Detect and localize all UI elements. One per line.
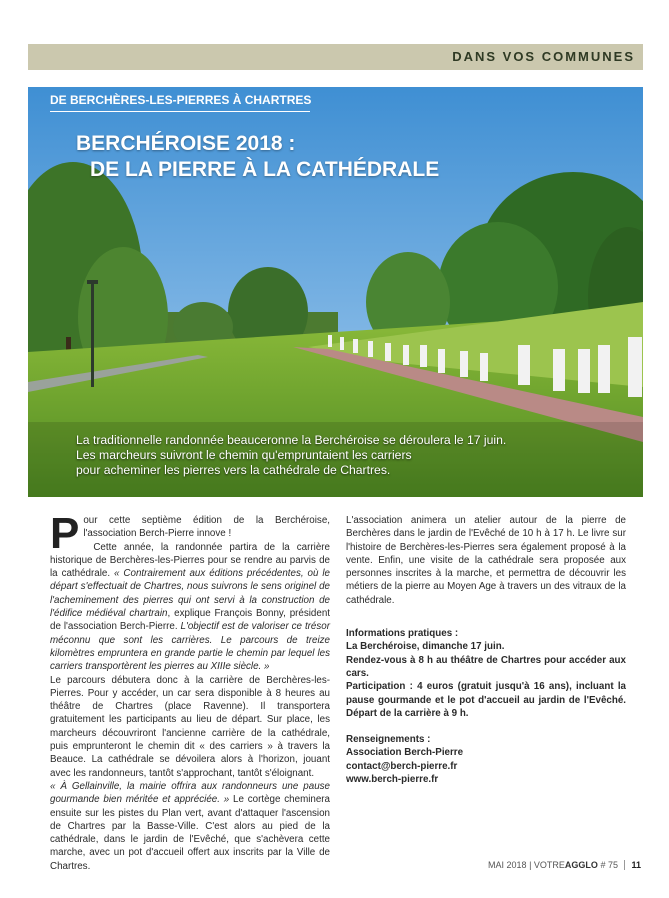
article-paragraph-3: Le parcours débutera donc à la carrière de Berchères-les-Pierres. Pour y accéder, un car sera disponible à 8 heures au théâtre de Chartres (place Ravenne). Il transportera gratuitement les participants au lieu de départ. Sur place, les marcheurs découvriront l'ancienne carrière de la cathédrale, puis emprunteront le chemin dit « des carriers » à travers la Beauce. La cathédrale se dévoilera alors à l'horizon, jouant avec les randonneurs, tantôt s'approchant, tantôt s'éloignant. [50, 674, 330, 779]
hero-photo [28, 87, 643, 497]
article-paragraph-1 [50, 509, 330, 558]
article-column-1 [50, 509, 331, 873]
paragraph-2-quote-2: L'objectif est de valoriser ce trésor méconnu que sont les carrières. Le parcours de treize kilomètres empruntera en grande partie le chemin par lequel les carriers transportèrent les pierres au XIIIe siècle. » [50, 621, 330, 673]
practical-info-box [346, 627, 626, 786]
kicker-underline [50, 111, 310, 112]
contact-website-link[interactable]: www.berch-pierre.fr [346, 774, 439, 786]
info-line-3: Participation : 4 euros (gratuit jusqu'à 16 ans), incluant la pause gourmande et le pot d'accueil au jardin de l'Evêché. Départ de la carrière à 9 h. [346, 681, 626, 719]
contact-email-link[interactable]: contact@berch-pierre.fr [346, 760, 458, 772]
paragraph-2-text-a: Cette année, la randonnée partira de la carrière historique de Berchères-les-Pierres pour se rendre au parvis de la cathédrale. [50, 541, 330, 580]
drop-cap: P [50, 509, 80, 558]
section-title: DANS VOS COMMUNES [452, 49, 635, 64]
info-line-2: Rendez-vous à 8 h au théâtre de Chartres pour accéder aux cars. [346, 654, 626, 679]
article-column-2 [346, 514, 626, 786]
caption-line-3: pour acheminer les pierres vers la cathédrale de Chartres. [76, 463, 391, 477]
paragraph-4-quote: « À Gellainville, la mairie offrira aux randonneurs une pause gourmande bien méritée et appréciée. » [50, 780, 330, 806]
page-footer: MAI 2018 | VOTREAGGLO # 75 11 [488, 860, 641, 870]
info-heading: Informations pratiques : [346, 628, 459, 640]
headline-line-1: BERCHÉROISE 2018 : [76, 132, 296, 155]
caption-line-2: Les marcheurs suivront le chemin qu'empruntaient les carriers [76, 448, 412, 462]
paragraph-2-quote-1: « Contrairement aux éditions précédentes, où le départ s'effectuait de Chartres, nous suivrons le sens originel de l'acheminement des pierres qui ont servi à la construction de l'édifice médiéval chartrain [50, 568, 330, 620]
article-kicker: DE BERCHÈRES-LES-PIERRES À CHARTRES [50, 93, 312, 107]
article-paragraph-4 [50, 780, 330, 873]
contact-heading: Renseignements : [346, 734, 431, 746]
contact-organization: Association Berch-Pierre [346, 747, 464, 759]
article-paragraph-5: L'association animera un atelier autour de la pierre de Berchères dans le jardin de l'Evêché de 10 h à 17 h. Le livre sur l'histoire de Berchères-les-Pierres sera également proposé à la vente. Enfin, une visite de la cathédrale sera proposée aux personnes inscrites à la marche, et permettra de découvrir les métiers de la pierre au Moyen Age à travers un des vitraux de la cathédrale. [346, 515, 626, 606]
issue-number: # 75 [600, 860, 618, 870]
article-paragraph-2 [50, 541, 330, 674]
section-header-bar [28, 44, 643, 70]
page-number: 11 [624, 860, 641, 870]
caption-line-1: La traditionnelle randonnée beauceronne la Berchéroise se déroulera le 17 juin. [76, 433, 507, 447]
article-headline [76, 131, 439, 183]
info-line-1: La Berchéroise, dimanche 17 juin. [346, 641, 505, 653]
issue-date: MAI 2018 [488, 860, 527, 870]
paragraph-4-text: Le cortège cheminera ensuite sur les pistes du Plan vert, avant d'attaquer l'ascension de Chartres par la Basse-Ville. C'est alors au pied de la cathédrale, dans le jardin de l'Evêché, que s'achèvera cette marche, avec un pot d'accueil offert aux inscrits par la Ville de Chartres. [50, 794, 331, 872]
photo-caption [76, 433, 616, 478]
headline-line-2: DE LA PIERRE À LA CATHÉDRALE [90, 158, 440, 181]
magazine-name-bold: AGGLO [564, 860, 598, 870]
paragraph-1-text: our cette septième édition de la Berchéroise, l'association Berch-Pierre innove ! [83, 515, 330, 540]
magazine-name-prefix: VOTRE [533, 860, 565, 870]
paragraph-2-text-b: , explique François Bonny, président de l'association Berch-Pierre. [50, 608, 331, 633]
